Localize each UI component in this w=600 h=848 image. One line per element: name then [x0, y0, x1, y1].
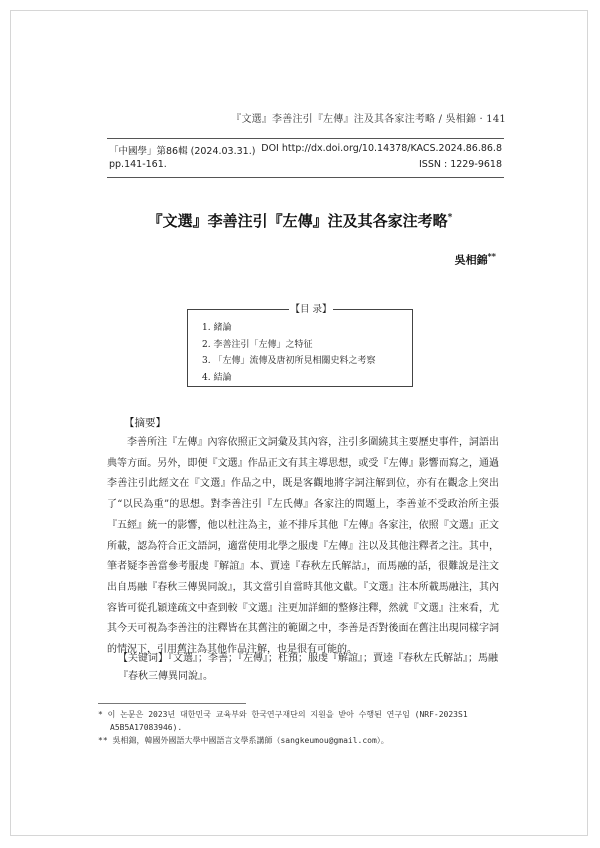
- paper-title: [0, 210, 600, 231]
- abstract-body: 李善所注『左傳』內容依照正文詞彙及其內容，注引多圍繞其主要歷史事件，詞語出典等方面。另外，即便『文選』作品正文有其主導思想，或受『左傳』影響而寫之，通過李善注引此經文在『文選』作品之中，既是客觀地將字詞注解到位，亦有在觀念上突出了“以民為重”的思想。對李善注引『左氏傳』各家注的問題上，李善並不受政治所主張『五經』統一的影響，他以杜注為主，並不排斥其他『左傳』各家注，依照『文選』正文所載，認為符合正文語詞，適當使用北學之服虔『左傳』注以及其他注釋者之注。其中，筆者疑李善當參考服虔『解誼』本、賈逵『春秋左氏解詁』，而馬融的話，很難說是注文出自馬融『春秋三傳異同說』，其文當引自當時其他文獻。『文選』注本所載馬融注，其內容皆可從孔穎達疏文中查到較『文選』注更加詳細的整修注釋，然就『文選』注來看，尤其今天可視為李善注的注釋皆在其舊注的範圍之中，李善是否對後面在舊注出現同樣字詞的情況下，引用舊注為其他作品注解，也是很有可能的。: [107, 437, 499, 656]
- journal-citation: 「中國學」第86輯 (2024.03.31.): [109, 146, 256, 157]
- author: [455, 251, 496, 268]
- footnote-text: 吳相錦，韓國外國語大學中國語言文學系講師（sangkeumou@gmail.com）。: [112, 736, 389, 745]
- footnote-divider: [98, 703, 246, 704]
- toc-list: [202, 320, 375, 386]
- footnote-mark: *: [98, 710, 103, 719]
- author-name: 吳相錦: [454, 253, 488, 267]
- journal-info-box: [107, 138, 504, 178]
- title-footnote-mark[interactable]: *: [447, 213, 453, 223]
- toc-item: 2. 李善注引「左傳」之特征: [202, 339, 313, 350]
- abstract-heading: 【摘要】: [124, 417, 166, 429]
- running-header: 『文選』李善注引『左傳』注及其各家注考略 / 吳相錦 · 141: [231, 114, 506, 125]
- footnote-1-continued: A5B5A17083946).: [110, 723, 183, 732]
- journal-issn: ISSN : 1229-9618: [419, 159, 502, 170]
- toc-item: 4. 結論: [202, 372, 232, 383]
- keywords-label: 【关键词】: [118, 653, 168, 664]
- paper-title-text: 『文選』李善注引『左傳』注及其各家注考略: [147, 212, 448, 230]
- journal-pages: pp.141-161.: [109, 159, 167, 170]
- journal-doi[interactable]: DOI http://dx.doi.org/10.14378/KACS.2024.86.86.8: [261, 143, 502, 154]
- toc-heading: 【目 录】: [289, 301, 333, 315]
- footnotes: [98, 708, 508, 747]
- keywords-text: 『文選』；李善；『左傳』；杜預；服虔『解誼』；賈逵『春秋左氏解詁』；馬融『春秋三傳異同說』。: [118, 653, 498, 682]
- footnote-mark: **: [98, 736, 108, 745]
- keywords: [118, 650, 502, 685]
- author-footnote-mark[interactable]: **: [487, 251, 496, 261]
- footnote-2: [98, 734, 508, 747]
- toc-item: 3. 「左傳」流傳及唐初所見相關史料之考察: [202, 356, 376, 366]
- footnote-1: [98, 708, 508, 721]
- footnote-text: 이 논문은 2023년 대한민국 교육부와 한국연구재단의 지원을 받아 수행된 연구임 (NRF-2023S1: [107, 710, 468, 719]
- toc-item: 1. 緒論: [202, 323, 232, 333]
